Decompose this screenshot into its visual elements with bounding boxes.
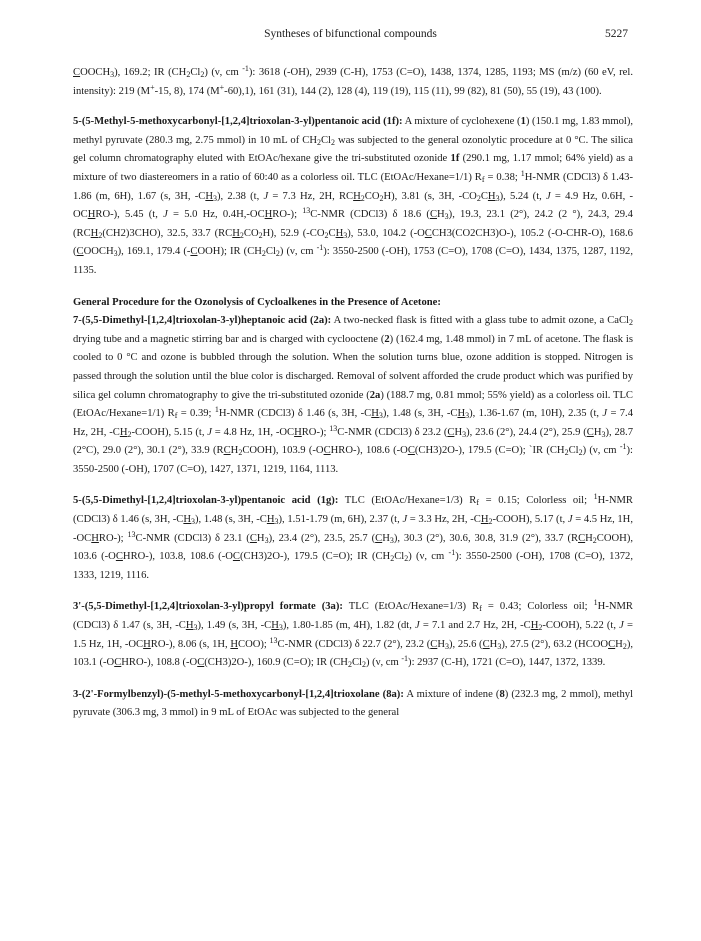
paragraph-compound-8a: 3-(2'-Formylbenzyl)-(5-methyl-5-methoxycarbonyl-[1,2,4]trioxolane (8a): A mixture of indene (8) (232.3 mg, 2 mmol), methyl pyruvate (306.3 mg, 3 mmol) in 9 mL of EtOAc was subjected to the general: [73, 688, 634, 719]
compound-title-3a: 3'-(5,5-Dimethyl-[1,2,4]trioxolan-3-yl)propyl formate (3a):: [73, 601, 343, 613]
running-header: [73, 28, 628, 44]
compound-title-1f: 5-(5-Methyl-5-methoxycarbonyl-[1,2,4]trioxolan-3-yl)pentanoic acid (1f):: [73, 116, 403, 128]
compound-title-1g: 5-(5,5-Dimethyl-[1,2,4]trioxolan-3-yl)pentanoic acid (1g):: [73, 495, 339, 507]
page-number: 5227: [605, 28, 628, 40]
paragraph-compound-1f: 5-(5-Methyl-5-methoxycarbonyl-[1,2,4]trioxolan-3-yl)pentanoic acid (1f): A mixture of cyclohexene (1) (150.1 mg, 1.83 mmol), methyl pyruvate (280.3 mg, 2.75 mmol) in 10 mL of $CH_2Cl_2$ was subjected to the general ozonolytic procedure at 0 °C. The silica gel column chromatography eluted with EtOAc/hexane give the tri-substituted ozonide 1f (290.1 mg, 1.17 mmol; 64% yield) as a mixture of two diastereomers in a ratio of 60:40 as a colorless oil. TLC (EtOAc/Hexane=1/1) $R_f = 0.38$; $^1$H-NMR (CDCl3) δ 1.43-1.86 (m, 6H), 1.67 (s, 3H, $-CH_3$), 2.38 (t, J = 7.3 Hz, 2H, $RCH_2CO_2H$), 3.81 (s, 3H, $-CO_2CH_3$), 5.24 (t, J = 4.9 Hz, 0.6H, -OCHRO-), 5.45 (t, J = 5.0 Hz, 0.4H,-OCHRO-); $^{13}$C-NMR (CDCl3) δ 18.6 $(CH_3)$, 19.3, 23.1 (2°), 24.2 (2 °), 24.3, 29.4 $(RCH_2(CH2)3CHO)$, 32.5, 33.7 $(RCH_2CO_2H)$, 52.9 $(-CO_2CH_3)$, 53.0, 104.2 (-OCCH3(CO2CH3)O-), 105.2 (-O-CHR-O), 168.6 $(COOCH_3)$, 169.1, 179.4 (-COOH); IR $(CH_2Cl_2)$ (ν, cm $^{-1}$): 3550-2500 (-OH), 1753 (C=O), 1708 (C=O), 1434, 1375, 1287, 1192, 1135.: [73, 116, 634, 276]
compound-title-2a: 7-(5,5-Dimethyl-[1,2,4]trioxolan-3-yl)heptanoic acid (2a):: [73, 315, 332, 327]
article-body: [73, 64, 633, 723]
paragraph-compound-1g: 5-(5,5-Dimethyl-[1,2,4]trioxolan-3-yl)pentanoic acid (1g): TLC (EtOAc/Hexane=1/3) $R_f = 0.15$; Colorless oil; $^1$H-NMR (CDCl3) δ 1.46 (s, 3H, $-CH_3$), 1.48 (s, 3H, $-CH_3$), 1.51-1.79 (m, 6H), 2.37 (t, J = 3.3 Hz, 2H, $-CH_2-COOH$), 5.17 (t, J = 4.5 Hz, 1H, -OCHRO-); $^{13}$C-NMR (CDCl3) δ 23.1 $(CH_3)$, 23.4 (2°), 23.5, 25.7 $(CH_3)$, 30.3 (2°), 30.6, 30.8, 31.9 (2°), 33.7 $(RCH_2COOH)$, 103.6 (-OCHRO-), 103.8, 108.6 (-OC(CH3)2O-), 179.5 (C=O); IR $(CH_2Cl_2)$ (ν, cm $^{-1}$): 3550-2500 (-OH), 1708 (C=O), 1372, 1333, 1219, 1116.: [73, 492, 633, 581]
compound-title-8a: 3-(2'-Formylbenzyl)-(5-methyl-5-methoxycarbonyl-[1,2,4]trioxolane (8a):: [73, 688, 404, 700]
paragraph-compound-3a: 3'-(5,5-Dimethyl-[1,2,4]trioxolan-3-yl)propyl formate (3a): TLC (EtOAc/Hexane=1/3) $R_f = 0.43$; Colorless oil; $^1$H-NMR (CDCl3) δ 1.47 (s, 3H, $-CH_3$), 1.49 (s, 3H, $-CH_3$), 1.80-1.85 (m, 4H), 1.82 (dt, J = 7.1 and 2.7 Hz, 2H, $-CH_2-COOH$), 5.22 (t, J = 1.5 Hz, 1H, -OCHRO-), 8.06 (s, 1H, HCOO); $^{13}$C-NMR (CDCl3) δ 22.7 (2°), 23.2 $(CH_3)$, 25.6 $(CH_3)$, 27.5 (2°), 63.2 $(HCOOCH_2)$, 103.1 (-OCHRO-), 108.8 (-OC(CH3)2O-), 160.9 (C=O); IR $(CH_2Cl_2)$ (ν, cm $^{-1}$): 2937 (C-H), 1721 (C=O), 1447, 1372, 1339.: [73, 598, 633, 670]
section-heading: General Procedure for the Ozonolysis of Cycloalkenes in the Presence of Acetone:: [73, 296, 441, 308]
paragraph-compound-2a: 7-(5,5-Dimethyl-[1,2,4]trioxolan-3-yl)heptanoic acid (2a): A two-necked flask is fitted with a glass tube to admit ozone, a CaCl$_2$ drying tube and a magnetic stirring bar and is charged with cyclooctene (2) (162.4 mg, 1.48 mmol) in 7 mL of acetone. The flask is cooled to 0 °C and ozone is bubbled through the solution. When the solution turns blue, ozone addition is stopped. Nitrogen is passed through the solution until the blue color is discharged. Removal of solvent afforded the crude product which was purified by silica gel column chromatography to give the tri-substituted ozonide (2a) (188.7 mg, 0.81 mmol; 55% yield) as a colorless oil. TLC (EtOAc/Hexane=1/1) $R_f = 0.39$; $^1$H-NMR (CDCl3) δ 1.46 (s, 3H, $-CH_3$), 1.48 (s, 3H, $-CH_3$), 1.36-1.67 (m, 10H), 2.35 (t, J = 7.4 Hz, 2H, $-CH_2-COOH$), 5.15 (t, J = 4.8 Hz, 1H, -OCHRO-); $^{13}$C-NMR (CDCl3) δ 23.2 $(CH_3)$, 23.6 (2°), 24.4 (2°), 25.9 $(CH_3)$, 28.7 (2°C), 29.0 (2°), 30.1 (2°), 33.9 $(RCH_2COOH)$, 103.9 (-OCHRO-), 108.6 (-OC(CH3)2O-), 179.5 (C=O); `IR $(CH_2Cl_2)$ (ν, cm $^{-1}$): 3550-2500 (-OH), 1707 (C=O), 1427, 1371, 1219, 1164, 1113.: [73, 315, 633, 475]
paragraph-continuation: $COOCH_3$), 169.2; IR $(CH_2Cl_2)$ (ν, cm $^{-1}$): 3618 (-OH), 2939 (C-H), 1753 (C=O), 1438, 1374, 1285, 1193; MS (m/z) (60 eV, rel. intensity): 219 (M+-15, 8), 174 (M+-60),1), 161 (31), 144 (2), 128 (4), 119 (19), 115 (11), 99 (82), 81 (50), 55 (19), 43 (100).: [73, 64, 633, 97]
running-title: Syntheses of bifunctional compounds: [264, 28, 437, 40]
